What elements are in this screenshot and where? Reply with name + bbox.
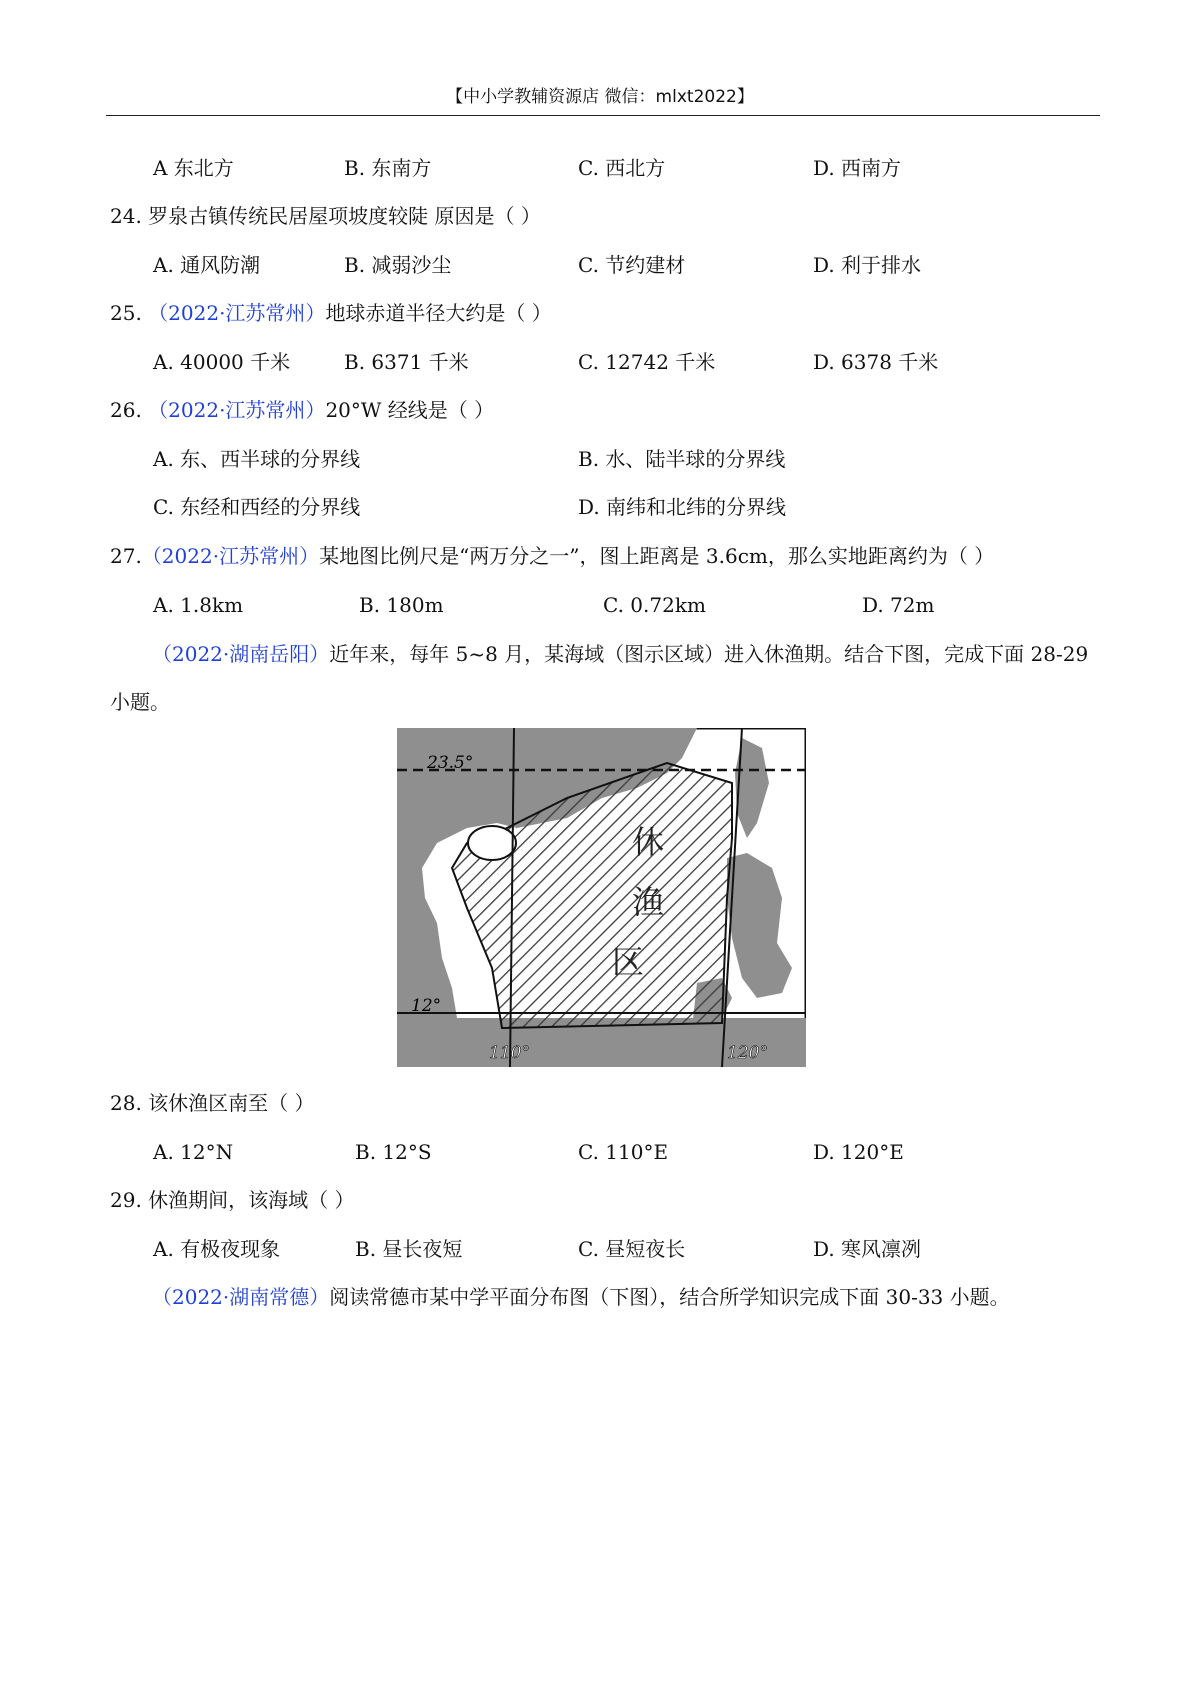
- intro-28-29-line2: 小题。: [110, 690, 170, 714]
- q27-option-d: D. 72m: [862, 593, 935, 617]
- q25-option-c: C. 12742 千米: [578, 350, 716, 374]
- q25-option-d: D. 6378 千米: [813, 350, 939, 374]
- intro-28-29-line1: [152, 641, 1088, 667]
- q23-option-b: B. 东南方: [344, 156, 432, 180]
- label-lat-23-5: 23.5°: [427, 753, 474, 773]
- header-rule: [106, 115, 1100, 116]
- q26-stem-line: [110, 397, 494, 423]
- label-lon-120: 120°: [727, 1043, 768, 1063]
- q28-option-c: C. 110°E: [578, 1140, 669, 1164]
- q29-option-c: C. 昼短夜长: [578, 1237, 686, 1261]
- intro-28-29-source: （2022·湖南岳阳）: [152, 642, 330, 666]
- intro-28-29-text: 近年来，每年 5~8 月，某海域（图示区域）进入休渔期。结合下图，完成下面 28-29: [329, 642, 1089, 666]
- q24-option-a: A. 通风防潮: [153, 253, 261, 277]
- q27-stem: 某地图比例尺是“两万分之一”，图上距离是 3.6cm，那么实地距离约为（ ）: [319, 544, 995, 568]
- q23-option-c: C. 西北方: [578, 156, 666, 180]
- q29-option-b: B. 昼长夜短: [355, 1237, 463, 1261]
- q29-stem: 29. 休渔期间，该海域（ ）: [110, 1188, 355, 1212]
- q26-source: （2022·江苏常州）: [148, 398, 326, 422]
- q25-option-a: A. 40000 千米: [153, 350, 291, 374]
- q28-stem: 28. 该休渔区南至（ ）: [110, 1091, 315, 1115]
- q24-stem: 24. 罗泉古镇传统民居屋项坡度较陡 原因是（ ）: [110, 204, 541, 228]
- label-lat-12: 12°: [411, 996, 442, 1016]
- q24-option-d: D. 利于排水: [813, 253, 922, 277]
- q25-stem: 地球赤道半径大约是（ ）: [325, 301, 552, 325]
- q26-option-a: A. 东、西半球的分界线: [153, 447, 361, 471]
- q28-option-a: A. 12°N: [153, 1140, 234, 1164]
- q26-option-b: B. 水、陆半球的分界线: [578, 447, 786, 471]
- zone-label-1: 休: [632, 823, 665, 861]
- q29-option-a: A. 有极夜现象: [153, 1237, 281, 1261]
- q23-option-a: A 东北方: [153, 156, 234, 180]
- zone-label-3: 区: [612, 943, 645, 981]
- page-header: 【中小学教辅资源店 微信：mlxt2022】: [446, 87, 754, 107]
- q27-option-b: B. 180m: [359, 593, 444, 617]
- q29-option-d: D. 寒风凛冽: [813, 1237, 922, 1261]
- island-hainan: [468, 826, 516, 860]
- intro-30-33-source: （2022·湖南常德）: [152, 1285, 330, 1309]
- q27-number: 27.: [110, 544, 142, 568]
- q25-option-b: B. 6371 千米: [344, 350, 469, 374]
- q26-stem: 20°W 经线是（ ）: [325, 398, 495, 422]
- q24-option-b: B. 减弱沙尘: [344, 253, 452, 277]
- q27-stem-line: [110, 543, 994, 569]
- q25-number: 25.: [110, 301, 149, 325]
- q24-option-c: C. 节约建材: [578, 253, 686, 277]
- intro-30-33-text: 阅读常德市某中学平面分布图（下图），结合所学知识完成下面 30-33 小题。: [329, 1285, 1010, 1309]
- intro-30-33-line: [152, 1284, 1010, 1310]
- fishing-ban-map: [397, 728, 806, 1067]
- q27-source: （2022·江苏常州）: [141, 544, 320, 568]
- label-lon-110: 110°: [489, 1043, 530, 1063]
- q28-option-b: B. 12°S: [355, 1140, 432, 1164]
- zone-label-2: 渔: [632, 883, 665, 921]
- q26-option-c: C. 东经和西经的分界线: [153, 495, 361, 519]
- q27-option-a: A. 1.8km: [153, 593, 244, 617]
- q27-option-c: C. 0.72km: [603, 593, 706, 617]
- q28-option-d: D. 120°E: [813, 1140, 904, 1164]
- q25-stem-line: [110, 300, 552, 326]
- q23-option-d: D. 西南方: [813, 156, 902, 180]
- q25-source: （2022·江苏常州）: [148, 301, 326, 325]
- q26-number: 26.: [110, 398, 149, 422]
- q26-option-d: D. 南纬和北纬的分界线: [578, 495, 787, 519]
